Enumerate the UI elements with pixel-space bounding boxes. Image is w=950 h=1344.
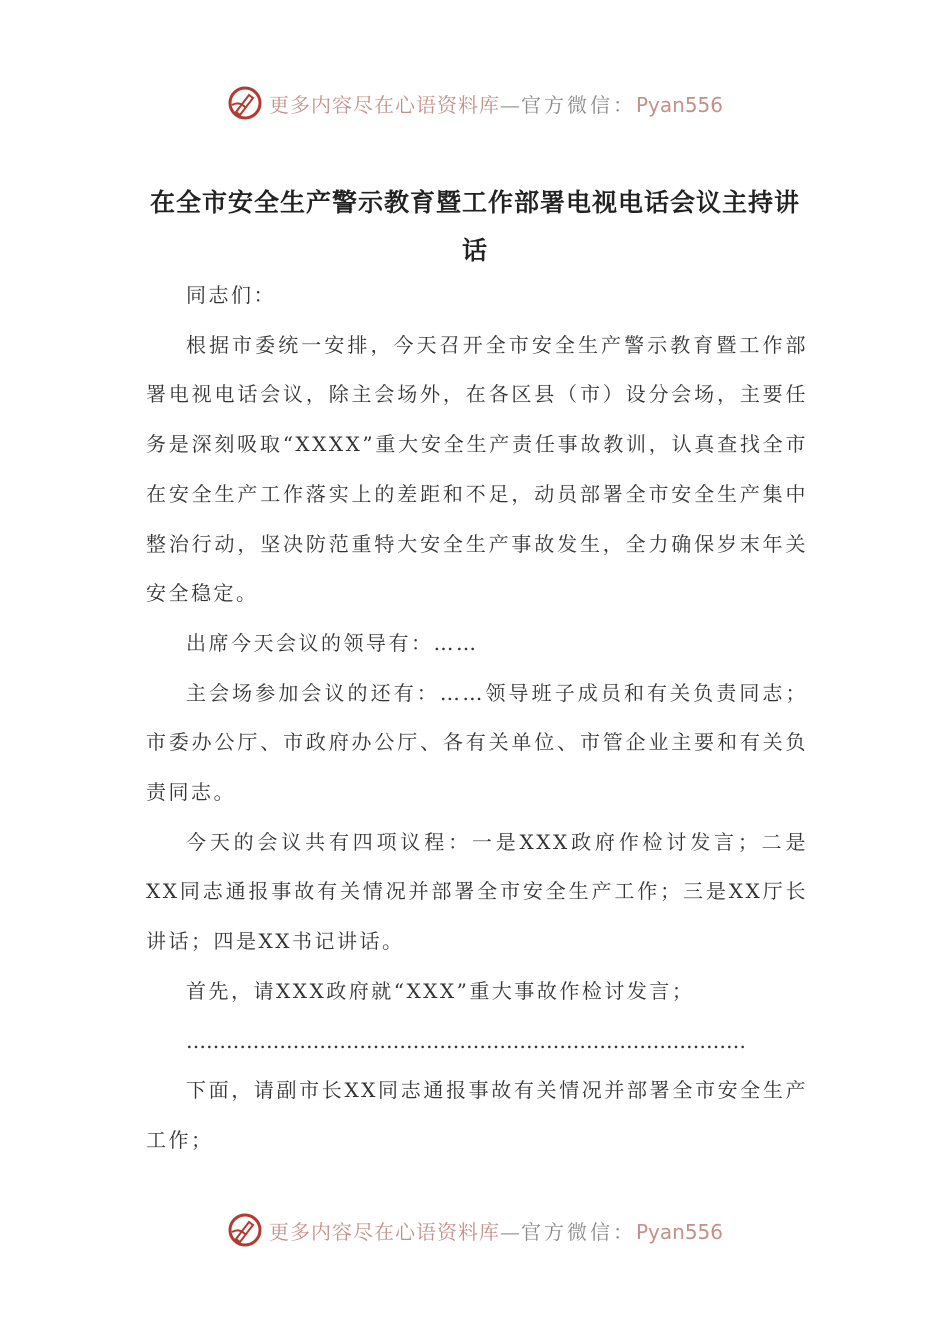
watermark-text [269, 1216, 723, 1245]
paragraph-first-item: 首先，请XXX政府就“XXX”重大事故作检讨发言； [186, 978, 695, 1003]
watermark-dash: — [499, 92, 521, 117]
watermark-prefix: 更多内容尽在心语资料库 [268, 92, 500, 117]
pen-logo-icon [227, 85, 263, 121]
footer-watermark [0, 1210, 950, 1250]
watermark-dash: — [499, 1219, 521, 1244]
paragraph-greeting: 同志们： [186, 283, 276, 307]
header-watermark [0, 83, 950, 123]
paragraph-attendees: 主会场参加会议的还有：……领导班子成员和有关负责同志；市委办公厅、市政府办公厅、各有关单位、市管企业主要和有关负责同志。 [146, 680, 808, 805]
watermark-prefix: 更多内容尽在心语资料库 [268, 1219, 500, 1244]
document-title: 在全市安全生产警示教育暨工作部署电视电话会议主持讲话 [150, 187, 801, 265]
document-body [146, 271, 808, 1166]
paragraph-agenda: 今天的会议共有四项议程：一是XXX政府作检讨发言；二是XX同志通报事故有关情况并部署全市安全生产工作；三是XX厅长讲话；四是XX书记讲话。 [146, 829, 808, 954]
watermark-account: Pyan556 [635, 1219, 723, 1244]
watermark-account: Pyan556 [635, 92, 723, 117]
pen-logo-icon [227, 1212, 263, 1248]
watermark-text [269, 89, 723, 118]
watermark-label: 官方微信： [520, 92, 636, 117]
paragraph-next-item: 下面，请副市长XX同志通报事故有关情况并部署全市安全生产工作； [146, 1078, 808, 1152]
paragraph-intro: 根据市委统一安排，今天召开全市安全生产警示教育暨工作部署电视电话会议，除主会场外，在各区县（市）设分会场，主要任务是深刻吸取“XXXX”重大安全生产责任事故教训，认真查找全市在安全生产工作落实上的差距和不足，动员部署全市安全生产集中整治行动，坚决防范重特大安全生产事故发生，全力确保岁末年关安全稳定。 [146, 332, 808, 606]
paragraph-leaders: 出席今天会议的领导有：…… [186, 630, 479, 655]
paragraph-ellipsis: ………………………………………………………………………… [186, 1028, 746, 1053]
watermark-label: 官方微信： [520, 1219, 636, 1244]
